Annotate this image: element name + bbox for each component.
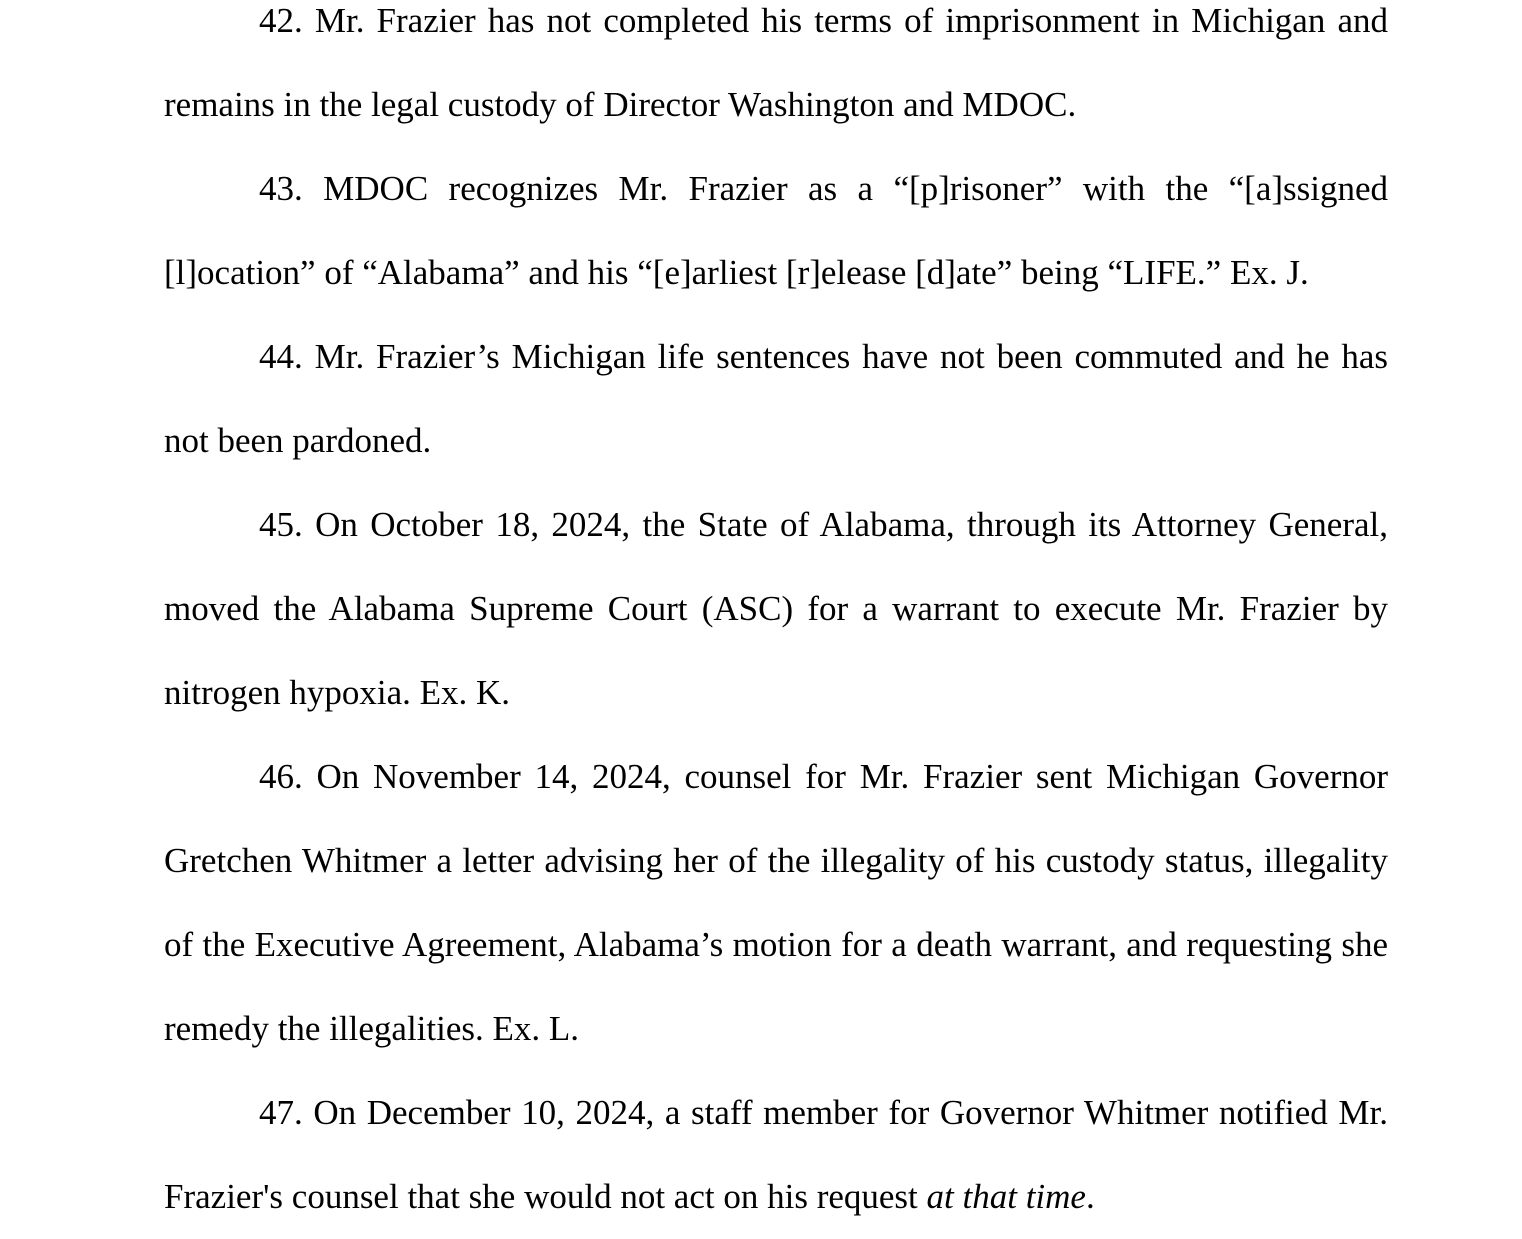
paragraph-number: 43. <box>259 169 303 208</box>
paragraph-42 <box>164 0 1388 147</box>
paragraph-text: Mr. Frazier has not completed his terms of imprisonment in Michigan and remains in the legal custody of Director Washington and MDOC. <box>164 1 1388 124</box>
paragraph-text: On October 18, 2024, the State of Alabama, through its Attorney General, moved the Alabama Supreme Court (ASC) for a warrant to execute Mr. Frazier by nitrogen hypoxia. Ex. K. <box>164 505 1388 712</box>
paragraph-text: MDOC recognizes Mr. Frazier as a “[p]risoner” with the “[a]ssigned [l]ocation” of “Alabama” and his “[e]arliest [r]elease [d]ate” being “LIFE.” Ex. J. <box>164 169 1389 292</box>
paragraph-45 <box>164 483 1388 735</box>
paragraph-number: 42. <box>259 1 303 40</box>
paragraph-43 <box>164 147 1388 315</box>
paragraph-text: On November 14, 2024, counsel for Mr. Frazier sent Michigan Governor Gretchen Whitmer a letter advising her of the illegality of his custody status, illegality of the Executive Agreement, Alabama’s motion for a death warrant, and requesting she remedy the illegalities. Ex. L. <box>164 757 1389 1048</box>
paragraph-number: 47. <box>259 1093 303 1132</box>
paragraph-number: 44. <box>259 337 303 376</box>
paragraph-text: Mr. Frazier’s Michigan life sentences have not been commuted and he has not been pardoned. <box>164 337 1388 460</box>
paragraph-44 <box>164 315 1388 483</box>
document-page <box>164 0 1388 1239</box>
paragraph-46 <box>164 735 1388 1071</box>
paragraph-number: 46. <box>259 757 303 796</box>
paragraph-text-end: . <box>1085 1177 1095 1216</box>
paragraph-text: On December 10, 2024, a staff member for Governor Whitmer notified Mr. Frazier's counsel that she would not act on his request <box>164 1093 1388 1216</box>
paragraph-italic-text: at that time <box>926 1177 1086 1216</box>
paragraph-number: 45. <box>259 505 303 544</box>
paragraph-47 <box>164 1071 1388 1239</box>
